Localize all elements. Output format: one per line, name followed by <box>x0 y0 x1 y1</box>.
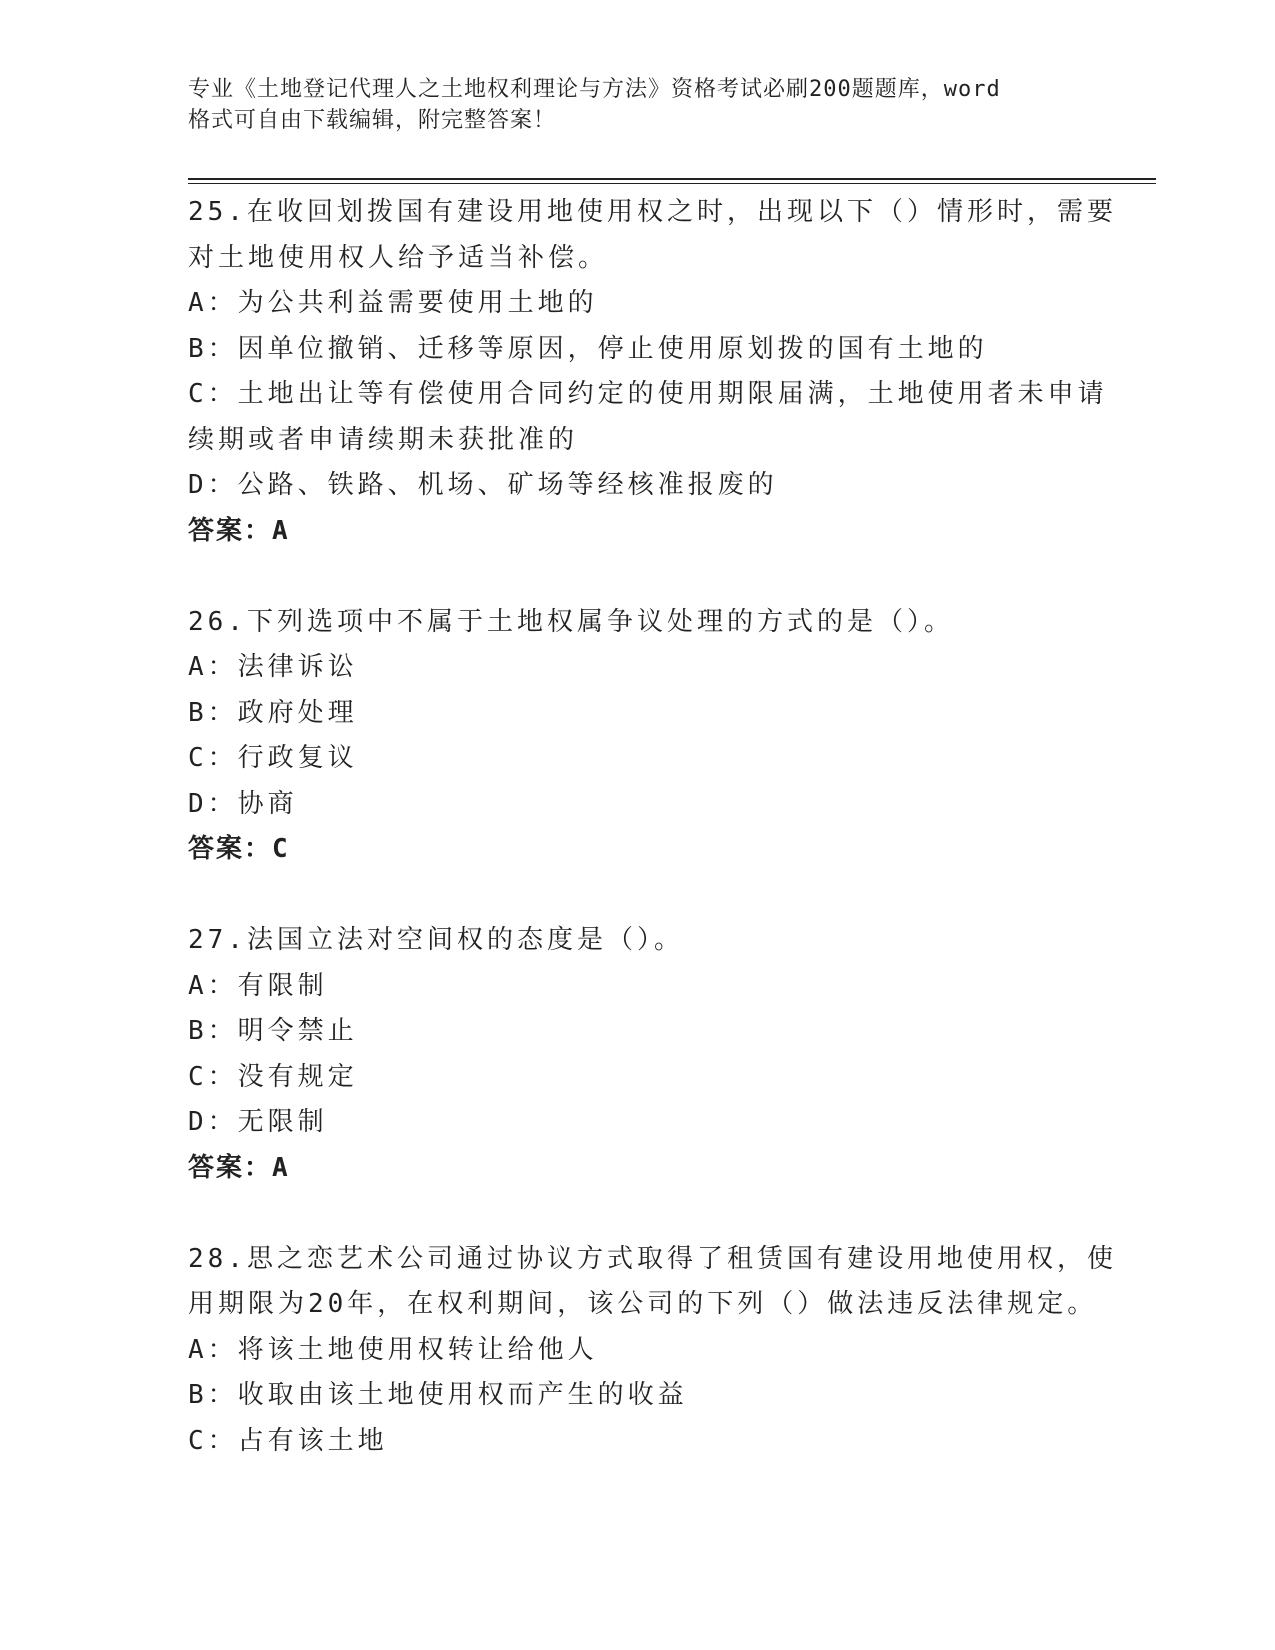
question-stem: 25.在收回划拨国有建设用地使用权之时，出现以下（）情形时，需要 <box>188 197 1117 227</box>
option-c: 续期或者申请续期未获批准的 <box>188 424 579 455</box>
option-c: C：占有该土地 <box>188 1425 388 1456</box>
option-a: A：法律诉讼 <box>188 652 358 682</box>
question-block <box>188 918 1088 1191</box>
question-stem: 28.思之恋艺术公司通过协议方式取得了租赁国有建设用地使用权，使 <box>188 1243 1117 1274</box>
option-b: B：明令禁止 <box>188 1016 358 1046</box>
question-list <box>188 190 1117 1464</box>
option-c: C：行政复议 <box>188 743 358 773</box>
option-a: A：为公共利益需要使用土地的 <box>188 288 598 318</box>
answer: 答案：A <box>188 1152 290 1183</box>
question-block <box>188 190 1117 554</box>
option-d: D：公路、铁路、机场、矿场等经核准报废的 <box>188 470 778 500</box>
question-block <box>188 600 1088 873</box>
header-rule <box>188 183 1156 184</box>
option-c: C：土地出让等有偿使用合同约定的使用期限届满，土地使用者未申请 <box>188 379 1108 409</box>
answer: 答案：A <box>188 515 290 546</box>
option-a: A：有限制 <box>188 970 328 1001</box>
question-block <box>188 1237 1117 1465</box>
option-d: D：无限制 <box>188 1107 328 1137</box>
option-c: C：没有规定 <box>188 1061 358 1092</box>
question-stem: 26.下列选项中不属于土地权属争议处理的方式的是（）。 <box>188 606 954 637</box>
option-a: A：将该土地使用权转让给他人 <box>188 1334 598 1365</box>
option-b: B：收取由该土地使用权而产生的收益 <box>188 1380 688 1410</box>
option-b: B：政府处理 <box>188 697 358 728</box>
option-b: B：因单位撤销、迁移等原因，停止使用原划拨的国有土地的 <box>188 333 988 364</box>
header-line: 专业《土地登记代理人之土地权利理论与方法》资格考试必刷200题题库，word <box>188 77 1001 102</box>
answer: 答案：C <box>188 834 290 864</box>
question-stem: 对土地使用权人给予适当补偿。 <box>188 242 609 273</box>
header-line: 格式可自由下载编辑，附完整答案！ <box>188 108 557 133</box>
spacer <box>188 554 1088 600</box>
spacer <box>188 1191 1088 1237</box>
question-stem: 用期限为20年，在权利期间，该公司的下列（）做法违反法律规定。 <box>188 1289 1098 1319</box>
document-header <box>188 74 1088 136</box>
option-d: D：协商 <box>188 788 298 819</box>
question-stem: 27.法国立法对空间权的态度是（）。 <box>188 925 684 955</box>
header-rule <box>188 178 1156 180</box>
spacer <box>188 873 1088 919</box>
